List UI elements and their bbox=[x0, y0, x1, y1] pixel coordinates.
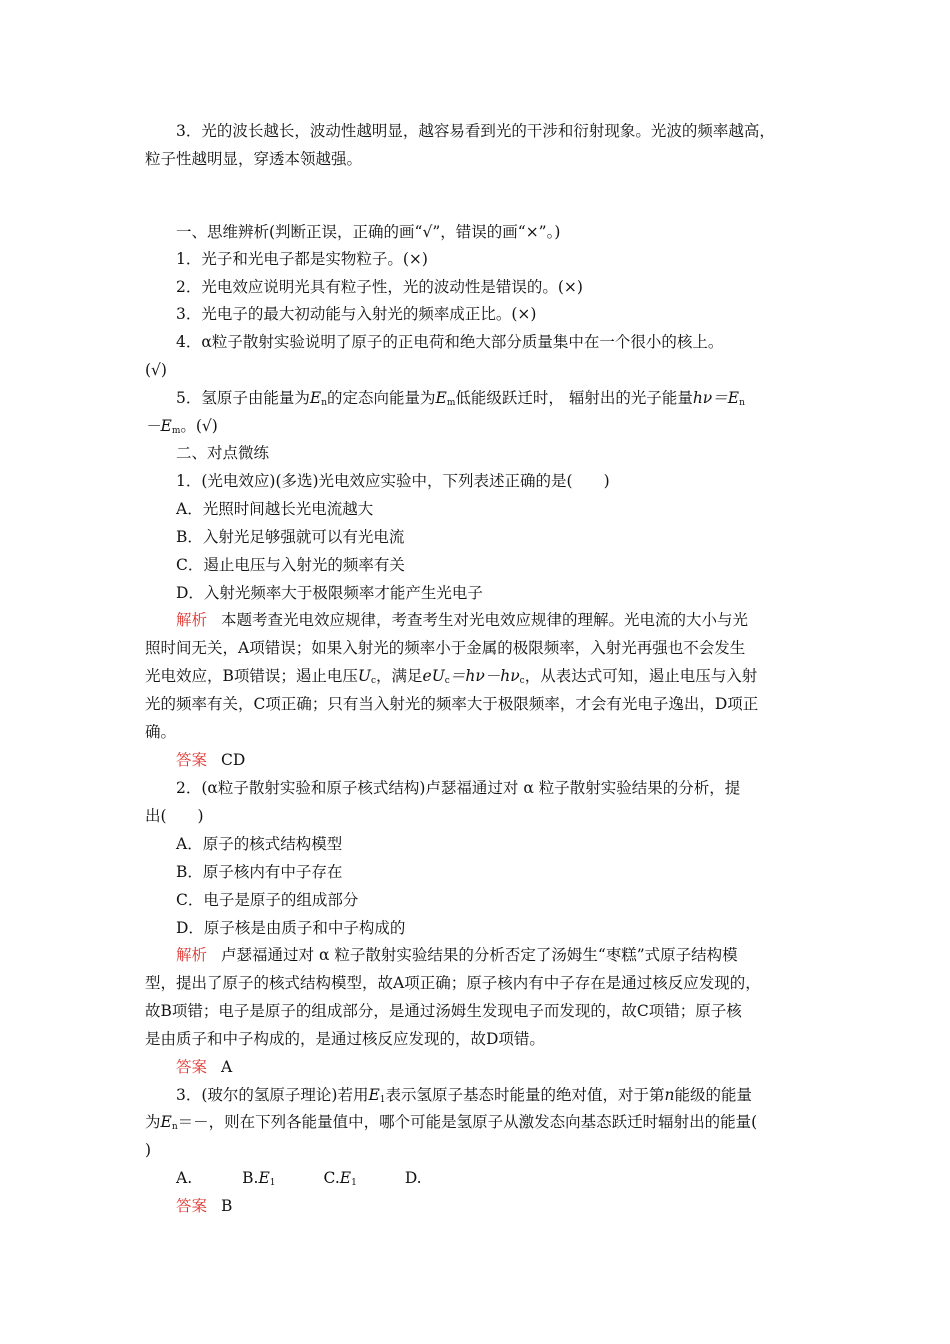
option-d: D．原子核是由质子和中子构成的 bbox=[176, 919, 406, 937]
text-run: ＝－，则在下列各能量值中，哪个可能是氢原子从激发态向基态跃迁时辐射出的能量( bbox=[177, 1113, 758, 1131]
option-label: B. bbox=[242, 1169, 259, 1187]
option-label: C. bbox=[323, 1169, 340, 1187]
subscript: 1 bbox=[269, 1178, 276, 1188]
subscript: c bbox=[519, 676, 525, 686]
judgement-item: 1．光子和光电子都是实物粒子。(×) bbox=[176, 250, 428, 268]
answer-value: CD bbox=[221, 751, 246, 769]
symbol: E bbox=[339, 1169, 352, 1187]
option-a: A．原子的核式结构模型 bbox=[176, 835, 343, 853]
text-run: 卢瑟福通过对 α 粒子散射实验结果的分析否定了汤姆生“枣糕”式原子结构模 bbox=[221, 946, 738, 964]
question-stem: 1．(光电效应)(多选)光电效应实验中，下列表述正确的是( ) bbox=[176, 472, 610, 490]
question-stem: 出( ) bbox=[145, 807, 204, 825]
text-run: 表示氢原子基态时能量的绝对值，对于第 bbox=[385, 1086, 665, 1104]
text-run: 3．(玻尔的氢原子理论)若用 bbox=[176, 1086, 369, 1104]
symbol: E bbox=[258, 1169, 270, 1187]
option-b: B．原子核内有中子存在 bbox=[176, 863, 343, 881]
symbol: －E bbox=[145, 417, 172, 435]
subscript: c bbox=[370, 676, 377, 686]
symbol: E bbox=[368, 1086, 380, 1104]
option-a: A．光照时间越长光电流越大 bbox=[176, 500, 374, 518]
answer-label: 答案 bbox=[176, 1058, 208, 1076]
judgement-item: 4．α粒子散射实验说明了原子的正电荷和绝大部分质量集中在一个很小的核上。 bbox=[176, 333, 724, 351]
question-stem: 2．(α粒子散射实验和原子核式结构)卢瑟福通过对 α 粒子散射实验结果的分析，提 bbox=[176, 779, 741, 797]
option-d: D. bbox=[404, 1169, 422, 1187]
symbol: n bbox=[664, 1086, 675, 1104]
section-heading: 二、对点微练 bbox=[176, 444, 270, 462]
answer-line bbox=[176, 750, 846, 770]
option-b bbox=[242, 1168, 275, 1193]
analysis-line bbox=[145, 666, 815, 691]
option-b: B．入射光足够强就可以有光电流 bbox=[176, 528, 405, 546]
analysis-line: 是由质子和中子构成的，是通过核反应发现的，故D项错。 bbox=[145, 1030, 545, 1048]
answer-value: A bbox=[221, 1058, 233, 1076]
subscript: 1 bbox=[379, 1095, 386, 1105]
section-heading: 一、思维辨析(判断正误，正确的画“√”，错误的画“×”。) bbox=[176, 223, 561, 241]
text-run: ，从表达式可知，遏止电压与入射 bbox=[524, 667, 758, 685]
text-run: 的定态向能量为 bbox=[327, 389, 436, 407]
option-d: D．入射光频率大于极限频率才能产生光电子 bbox=[176, 584, 483, 602]
text-run: 为 bbox=[145, 1113, 161, 1131]
question-stem: ) bbox=[145, 1141, 152, 1159]
symbol: ＝hν－hν bbox=[449, 667, 520, 685]
symbol: U bbox=[357, 667, 371, 685]
option-c: C．电子是原子的组成部分 bbox=[176, 891, 359, 909]
option-c: C．遏止电压与入射光的频率有关 bbox=[176, 556, 405, 574]
subscript: m bbox=[446, 398, 456, 408]
answer-label: 答案 bbox=[176, 1197, 208, 1215]
question-stem bbox=[145, 1112, 815, 1137]
subscript: 1 bbox=[351, 1178, 357, 1188]
subscript: n bbox=[739, 398, 745, 408]
symbol: E bbox=[309, 389, 322, 407]
subscript: n bbox=[321, 398, 327, 408]
analysis-line bbox=[176, 610, 846, 630]
question-stem bbox=[176, 1085, 846, 1110]
option-a: A. bbox=[176, 1169, 193, 1187]
subscript: m bbox=[171, 426, 181, 436]
intro-paragraph-line: 粒子性越明显，穿透本领越强。 bbox=[145, 150, 363, 168]
text-run: 能级的能量 bbox=[674, 1086, 753, 1104]
text-run: 光电效应，B项错误；遏止电压 bbox=[145, 667, 358, 685]
options-row bbox=[176, 1168, 846, 1193]
symbol: hν＝E bbox=[692, 389, 740, 407]
subscript: c bbox=[444, 676, 450, 686]
judgement-item bbox=[145, 416, 815, 441]
answer-label: 答案 bbox=[176, 751, 208, 769]
symbol: E bbox=[160, 1113, 172, 1131]
analysis-line bbox=[176, 945, 846, 965]
text-run: ，满足 bbox=[376, 667, 423, 685]
text-run: 本题考查光电效应规律，考查考生对光电效应规律的理解。光电流的大小与光 bbox=[221, 611, 749, 629]
text-run: 低能级跃迁时， 辐射出的光子能量 bbox=[455, 389, 693, 407]
analysis-label: 解析 bbox=[176, 946, 208, 964]
text-run: 5．氢原子由能量为 bbox=[176, 389, 310, 407]
answer-value: B bbox=[221, 1197, 233, 1215]
symbol: E bbox=[435, 389, 447, 407]
judgement-item: 2．光电效应说明光具有粒子性，光的波动性是错误的。(×) bbox=[176, 278, 583, 296]
analysis-line: 确。 bbox=[145, 723, 177, 741]
answer-line bbox=[176, 1057, 846, 1077]
judgement-item: 3．光电子的最大初动能与入射光的频率成正比。(×) bbox=[176, 305, 537, 323]
text-run: 。(√) bbox=[180, 417, 218, 435]
option-c bbox=[324, 1168, 357, 1193]
analysis-line: 照时间无关，A项错误；如果入射光的频率小于金属的极限频率，入射光再强也不会发生 bbox=[145, 639, 746, 657]
analysis-line: 型，提出了原子的核式结构模型，故A项正确；原子核内有中子存在是通过核反应发现的， bbox=[145, 974, 761, 992]
analysis-line: 故B项错；电子是原子的组成部分，是通过汤姆生发现电子而发现的，故C项错；原子核 bbox=[145, 1002, 742, 1020]
analysis-line: 光的频率有关，C项正确；只有当入射光的频率大于极限频率，才会有光电子逸出，D项正 bbox=[145, 695, 759, 713]
symbol: eU bbox=[422, 667, 445, 685]
intro-paragraph-line: 3．光的波长越长，波动性越明显，越容易看到光的干涉和衍射现象。光波的频率越高， bbox=[176, 122, 775, 140]
judgement-item: (√) bbox=[145, 361, 167, 379]
subscript: n bbox=[171, 1122, 178, 1132]
analysis-label: 解析 bbox=[176, 611, 208, 629]
answer-line bbox=[176, 1196, 846, 1216]
judgement-item bbox=[176, 388, 846, 413]
